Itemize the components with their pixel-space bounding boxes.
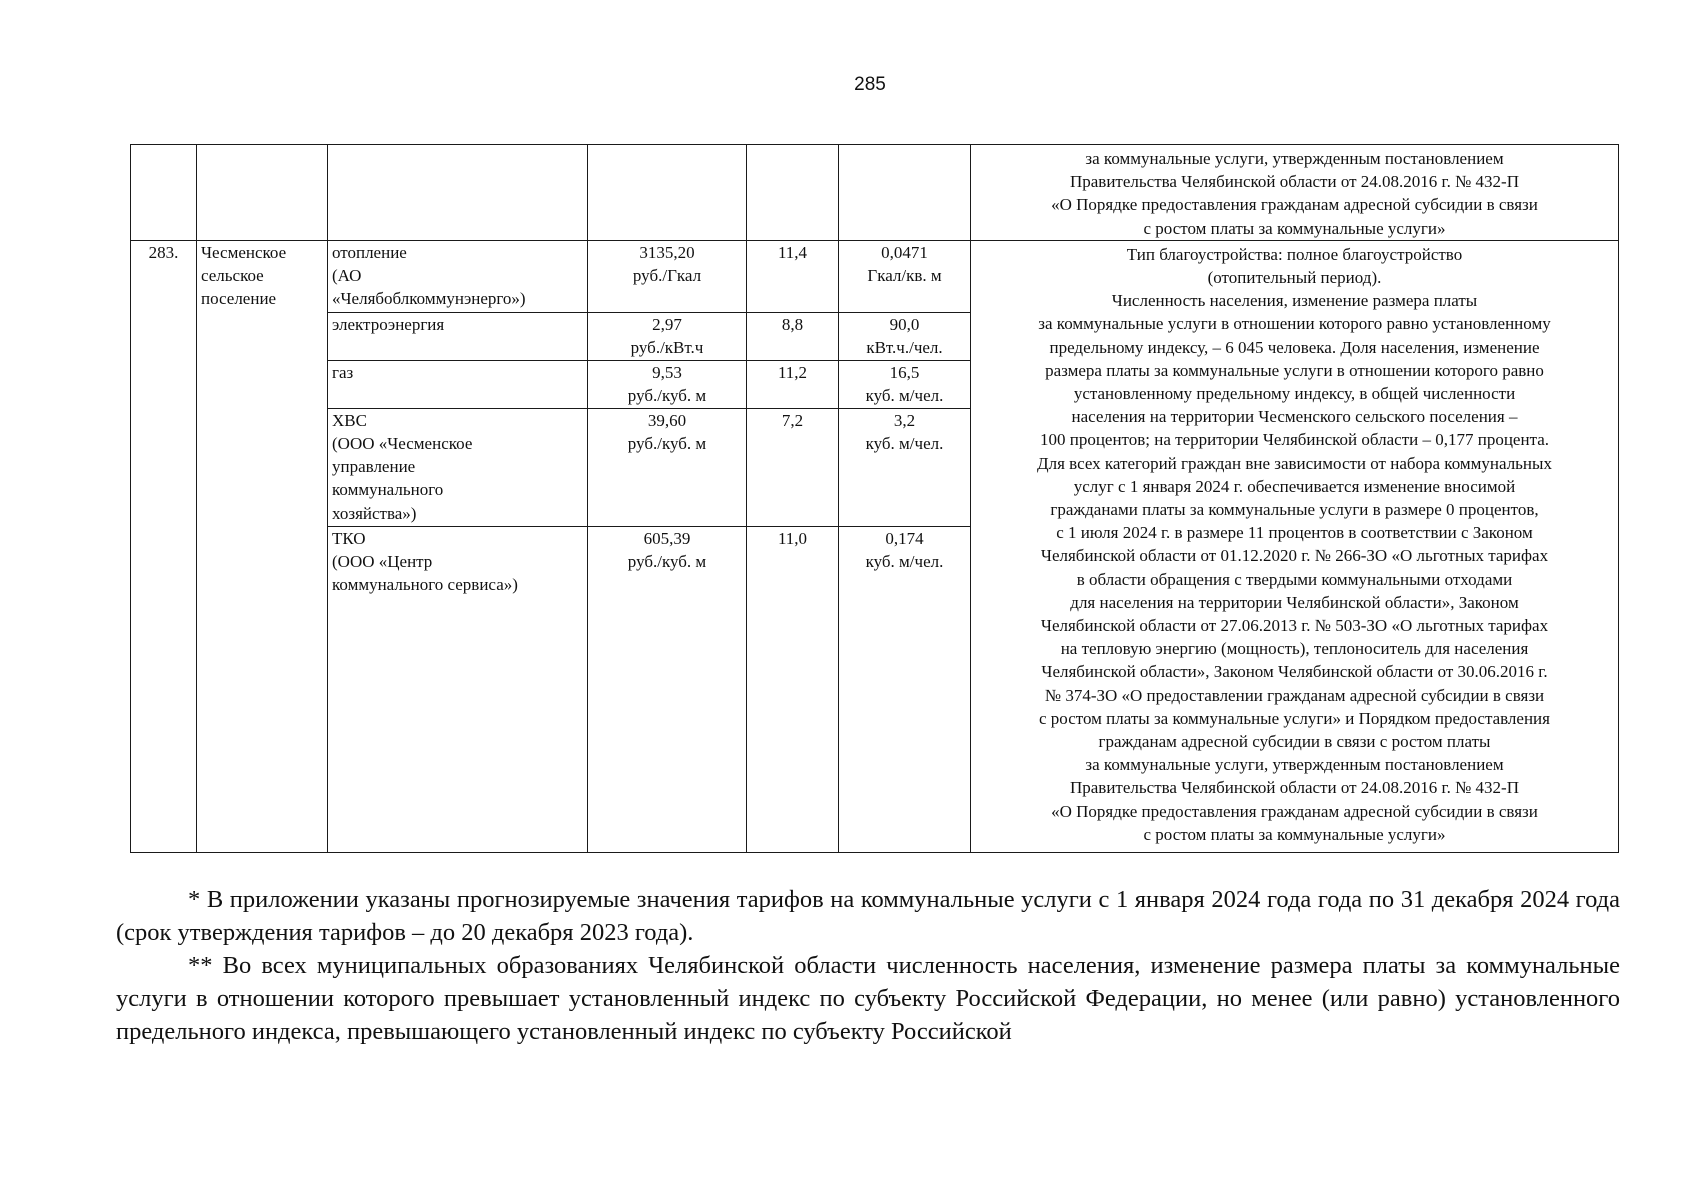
volume-value: 16,5 куб. м/чел. [839, 360, 971, 408]
index-value: 11,2 [747, 360, 839, 408]
volume-value: 0,174 куб. м/чел. [839, 526, 971, 852]
table-row [131, 240, 1619, 312]
tariff-value: 39,60 руб./куб. м [588, 408, 747, 526]
row-number: 283. [131, 240, 197, 852]
service-name: газ [328, 360, 588, 408]
tariff-table [130, 144, 1619, 853]
tariff-value: 9,53 руб./куб. м [588, 360, 747, 408]
service-name: электроэнергия [328, 312, 588, 360]
service-name: ТКО (ООО «Центр коммунального сервиса») [328, 526, 588, 852]
volume-value: 3,2 куб. м/чел. [839, 408, 971, 526]
empty-cell [747, 145, 839, 241]
continuation-note: за коммунальные услуги, утвержденным постановлением Правительства Челябинской области от 24.08.2016 г. № 432-П «О Порядке предоставления гражданам адресной субсидии в связи с ростом платы за коммунальные услуги» [971, 145, 1619, 241]
index-value: 8,8 [747, 312, 839, 360]
volume-value: 90,0 кВт.ч./чел. [839, 312, 971, 360]
row-note: Тип благоустройства: полное благоустройство (отопительный период). Численность населения, изменение размера платы за коммунальные услуги в отношении которого равно установленному предельному индексу, – 6 045 человека. Доля населения, изменение размера платы за коммунальные услуги в отношении которого равно установленному предельному индексу, в общей численности населения на территории Чесменского сельского поселения – 100 процентов; на территории Челябинской области – 0,177 процента. Для всех категорий граждан вне зависимости от набора коммунальных услуг с 1 января 2024 г. обеспечивается изменение вносимой гражданами платы за коммунальные услуги в размере 0 процентов, с 1 июля 2024 г. в размере 11 процентов в соответствии с Законом Челябинской области от 01.12.2020 г. № 266-ЗО «О льготных тарифах в области обращения с твердыми коммунальными отходами для населения на территории Челябинской области», Законом Челябинской области от 27.06.2013 г. № 503-ЗО «О льготных тарифах на тепловую энергию (мощность), теплоноситель для населения Челябинской области», Законом Челябинской области от 30.06.2016 г. № 374-ЗО «О предоставлении гражданам адресной субсидии в связи с ростом платы за коммунальные услуги» и Порядком предоставления гражданам адресной субсидии в связи с ростом платы за коммунальные услуги, утвержденным постановлением Правительства Челябинской области от 24.08.2016 г. № 432-П «О Порядке предоставления гражданам адресной субсидии в связи с ростом платы за коммунальные услуги» [971, 240, 1619, 852]
empty-cell [197, 145, 328, 241]
empty-cell [131, 145, 197, 241]
tariff-value: 605,39 руб./куб. м [588, 526, 747, 852]
page-number: 285 [854, 74, 886, 95]
footnote-2: ** Во всех муниципальных образованиях Челябинской области численность населения, изменение размера платы за коммунальные услуги в отношении которого превышает установленный индекс по субъекту Российской Федерации, но менее (или равно) установленного предельного индекса, превышающего установленный индекс по субъекту Российской [116, 952, 1620, 1045]
tariff-value: 2,97 руб./кВт.ч [588, 312, 747, 360]
service-name: ХВС (ООО «Чесменское управление коммунального хозяйства») [328, 408, 588, 526]
tariff-value: 3135,20 руб./Гкал [588, 240, 747, 312]
index-value: 7,2 [747, 408, 839, 526]
service-name: отопление (АО «Челябоблкоммунэнерго») [328, 240, 588, 312]
empty-cell [839, 145, 971, 241]
volume-value: 0,0471 Гкал/кв. м [839, 240, 971, 312]
footnotes [116, 883, 1620, 1048]
empty-cell [328, 145, 588, 241]
footnote-1: * В приложении указаны прогнозируемые значения тарифов на коммунальные услуги с 1 января 2024 года года по 31 декабря 2024 года (срок утверждения тарифов – до 20 декабря 2023 года). [116, 886, 1620, 946]
continuation-row [131, 145, 1619, 241]
empty-cell [588, 145, 747, 241]
index-value: 11,0 [747, 526, 839, 852]
municipality-name: Чесменское сельское поселение [197, 240, 328, 852]
index-value: 11,4 [747, 240, 839, 312]
